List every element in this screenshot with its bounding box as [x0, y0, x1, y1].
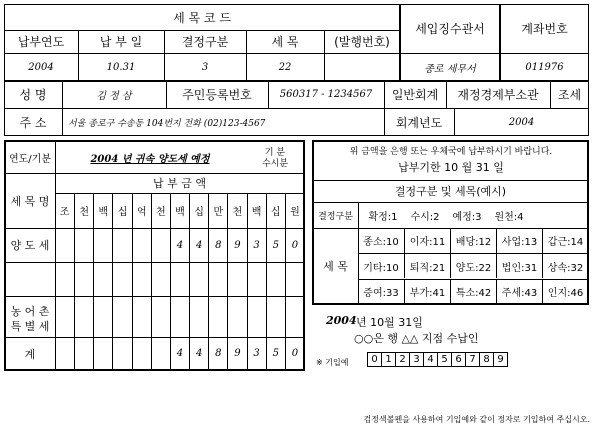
digit-cell: [132, 337, 151, 370]
unit-cell: 조: [59, 207, 70, 218]
rrn-label: 주민등록번호: [182, 88, 252, 102]
bank-receipt-line: ○○은 행 △△ 지점 수납인: [354, 332, 479, 345]
decision-code-item: 원천:4: [494, 211, 524, 223]
digit-cell: [93, 262, 112, 296]
tax-item-code: 배당:12: [450, 228, 496, 253]
digit-cell: [55, 228, 74, 262]
example-digit-box: 0: [367, 352, 382, 367]
example-digit-box: 4: [423, 352, 438, 367]
example-digit-box: 3: [409, 352, 424, 367]
digit-cell: 5: [266, 228, 285, 262]
digit-cell: [285, 262, 304, 296]
year-period-label: 연도/기분: [8, 153, 51, 165]
decision-code-label: 결정구분: [318, 211, 353, 222]
unit-cell: 백: [93, 193, 112, 228]
digit-cell: 4: [189, 337, 208, 370]
digit-cell: [93, 296, 112, 337]
decision-code-item: 확정:1: [368, 211, 398, 223]
unit-cell: 백: [170, 193, 189, 228]
digit-cell: [74, 296, 93, 337]
decision-value: 3: [201, 61, 209, 73]
digit-cell: 8: [208, 337, 227, 370]
amount-header: 납 부 금 액: [153, 177, 206, 190]
decision-code-item: 예정:3: [452, 211, 482, 223]
total-amount: [55, 337, 304, 370]
digit-cell: [112, 262, 131, 296]
digit-cell: [208, 262, 227, 296]
unit-header-row: [55, 193, 304, 228]
digit-cell: [189, 296, 208, 337]
digit-cell: [247, 262, 266, 296]
item-header: 세 목: [271, 35, 299, 49]
example-digit-boxes: [367, 352, 517, 367]
tax-item-code: 이자:11: [404, 228, 450, 253]
example-digit-box: 9: [493, 352, 508, 367]
digit-cell: 9: [227, 228, 246, 262]
unit-cell: 십: [266, 193, 285, 228]
digit-cell: [55, 262, 74, 296]
tax-item-code: 퇴직:21: [404, 253, 450, 278]
digit-cell: [132, 296, 151, 337]
tax-item-label: 세 목 명: [10, 194, 50, 208]
digit-cell: 9: [227, 337, 246, 370]
item-value: 22: [278, 61, 292, 73]
unit-cell: 천: [74, 193, 93, 228]
period-occasional: 수시분: [261, 159, 289, 169]
row-transfer-tax-label: 양 도 세: [10, 239, 50, 252]
unit-cell: 원: [285, 193, 304, 228]
unit-cell: 만: [208, 193, 227, 228]
digit-cell: [74, 337, 93, 370]
example-digit-box: 5: [437, 352, 452, 367]
decision-header: 결정구분: [181, 35, 229, 49]
payment-notice: 위 금액을 은행 또는 우체국에 납부하시기 바랍니다.: [349, 147, 553, 157]
digit-cell: [132, 228, 151, 262]
digit-cell: [151, 262, 170, 296]
total-label: 계: [24, 347, 36, 361]
unit-cell: 백: [247, 193, 266, 228]
ministry-label: 재정경제부소관: [457, 88, 539, 102]
tax-item-codes: [358, 228, 588, 304]
digit-cell: [132, 262, 151, 296]
decision-codes: [358, 202, 588, 228]
digit-cell: [189, 262, 208, 296]
digit-cell: [55, 337, 74, 370]
row-transfer-tax-amount: [55, 228, 304, 262]
row-rural-tax-label-1: 농 어 촌: [10, 305, 50, 318]
digit-cell: [93, 337, 112, 370]
digit-cell: 8: [208, 228, 227, 262]
tax-label: 조세: [557, 88, 582, 102]
due-date: 납부기한 10 월 31 일: [398, 161, 504, 174]
office-value: 종로 세무서: [424, 63, 476, 75]
tax-item-code: 상속:32: [542, 253, 588, 278]
digit-cell: 4: [170, 337, 189, 370]
date-header: 납 부 일: [99, 35, 143, 49]
row-rural-tax-label-2: 특 별 세: [10, 320, 50, 333]
rrn-value: 560317 - 1234567: [279, 89, 373, 100]
office-header: 세입징수관서: [415, 22, 485, 36]
year-header: 납부연도: [17, 35, 65, 49]
digit-cell: [247, 296, 266, 337]
example-digit-box: 6: [451, 352, 466, 367]
receipt-date: 년 10월 31일: [356, 316, 423, 329]
fiscal-year-label: 회계년도: [395, 115, 443, 130]
tax-code-title: 세 목 코 드: [173, 10, 231, 25]
account-value: 011976: [525, 61, 564, 73]
unit-cell: 십: [112, 193, 131, 228]
example-label: ※ 기입예: [316, 358, 349, 367]
row-empty-amount: [55, 262, 304, 296]
digit-cell: [170, 296, 189, 337]
digit-cell: [266, 296, 285, 337]
tax-item-code: 부가:41: [404, 279, 450, 304]
row-rural-tax-amount: [55, 296, 304, 337]
unit-cell: 천: [227, 193, 246, 228]
digit-cell: [227, 296, 246, 337]
tax-item-code: 인지:46: [542, 279, 588, 304]
digit-cell: 0: [285, 228, 304, 262]
receipt-year: 2004: [326, 314, 357, 327]
date-value: 10.31: [106, 61, 136, 73]
name-value: 김 정 삼: [96, 91, 132, 102]
period-fixed: 기 분: [264, 148, 286, 158]
digit-cell: [55, 296, 74, 337]
codes-title: 결정구분 및 세목(예시): [394, 185, 507, 198]
digit-cell: [208, 296, 227, 337]
digit-cell: [285, 296, 304, 337]
name-label: 성 명: [19, 88, 47, 102]
digit-cell: [227, 262, 246, 296]
unit-cell: 천: [151, 193, 170, 228]
digit-cell: [266, 262, 285, 296]
digit-cell: 5: [266, 337, 285, 370]
digit-cell: [112, 296, 131, 337]
fiscal-year-value: 2004: [508, 116, 535, 128]
digit-cell: 4: [170, 228, 189, 262]
year-period-value: 2004 년 귀속 양도세 예정: [90, 153, 210, 165]
unit-cell: 억: [132, 193, 151, 228]
digit-cell: [74, 262, 93, 296]
year-value: 2004: [28, 61, 54, 73]
example-digit-box: 7: [465, 352, 480, 367]
digit-cell: [170, 262, 189, 296]
digit-cell: 3: [247, 228, 266, 262]
digit-cell: 4: [189, 228, 208, 262]
tax-item-code: 양도:22: [450, 253, 496, 278]
account-header: 계좌번호: [521, 22, 568, 36]
example-digit-box: 2: [395, 352, 410, 367]
digit-cell: 0: [285, 337, 304, 370]
tax-item-code: 증여:33: [358, 279, 404, 304]
digit-cell: [151, 296, 170, 337]
tax-item-code: 갑근:14: [542, 228, 588, 253]
footer-note: 검정색볼펜을 사용하여 기입예와 같이 정자로 기입하여 주십시오.: [363, 415, 590, 424]
digit-cell: [112, 337, 131, 370]
decision-code-item: 수시:2: [410, 211, 440, 223]
issue-number-header: (발행번호): [334, 35, 390, 49]
digit-cell: [151, 228, 170, 262]
tax-item-code: 종소:10: [363, 237, 399, 248]
example-digit-box: 1: [381, 352, 396, 367]
general-account: 일반회계: [391, 88, 439, 102]
address-label: 주 소: [19, 115, 47, 130]
digit-cell: [74, 228, 93, 262]
digit-cell: [112, 228, 131, 262]
address-value: 서울 종로구 수송동 104번지 전화 (02)123-4567: [68, 118, 266, 129]
digit-cell: [93, 228, 112, 262]
tax-item-code: 법인:31: [496, 253, 542, 278]
tax-item-code-label: 세 목: [323, 260, 348, 273]
unit-cell: 십: [189, 193, 208, 228]
tax-item-code: 사업:13: [496, 228, 542, 253]
digit-cell: [151, 337, 170, 370]
tax-item-code: 주세:43: [496, 279, 542, 304]
tax-item-code: 기타:10: [358, 253, 404, 278]
digit-cell: 3: [247, 337, 266, 370]
example-digit-box: 8: [479, 352, 494, 367]
tax-item-code: 특소:42: [450, 279, 496, 304]
